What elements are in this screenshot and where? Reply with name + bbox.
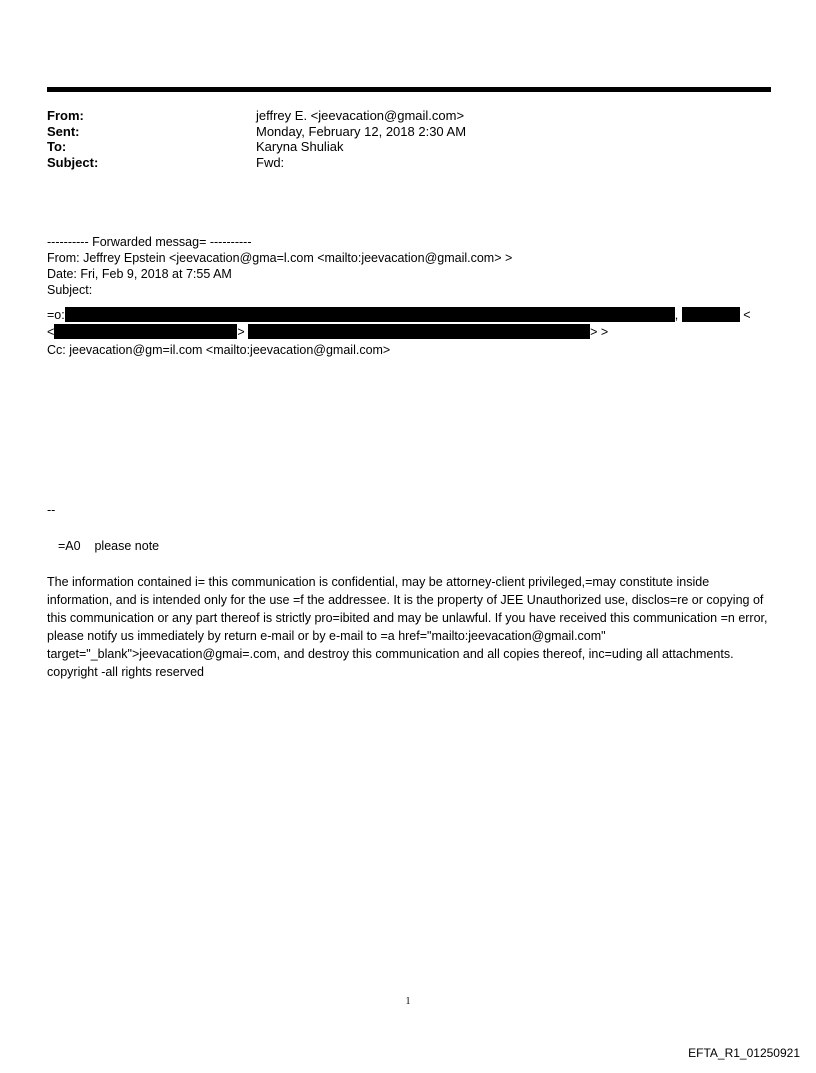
sent-row <box>47 124 466 140</box>
line2-lt: < <box>47 325 55 339</box>
from-value: jeffrey E. <jeevacation@gmail.com> <box>256 108 465 123</box>
bates-number: EFTA_R1_01250921 <box>688 1046 800 1060</box>
line2-end: > > <box>590 325 609 339</box>
signature-dashes: -- <box>47 503 56 517</box>
subject-row <box>47 155 466 171</box>
to-prefix: =o: <box>47 308 65 322</box>
confidentiality-disclaimer: The information contained i= this communication is confidential, may be attorney-client privileged,=may constitute inside information, and is intended only for the use =f the addressee. It is the property of JEE Unauthorized use, disclos=re or copying of this communication or any part thereof is strictly pro=ibited and may be unlawful. If you have received this communication =n error, please notify us immediately by return e-mail or by e-mail to =a href="mailto:jeevacation@gmail.com" target="_blank">jeevacation@gmai=.com, and destroy this communication and all copies thereof, inc=uding all attachments. copyright -all rights reserved <box>47 575 768 679</box>
forwarded-date: Date: Fri, Feb 9, 2018 at 7:55 AM <box>47 267 232 281</box>
to-row <box>47 139 466 155</box>
email-header <box>47 108 466 170</box>
page-number: 1 <box>405 996 411 1007</box>
forwarded-from: From: Jeffrey Epstein <jeevacation@gma=l.com <mailto:jeevacation@gmail.com> > <box>47 251 513 265</box>
subject-value: Fwd: <box>256 154 285 170</box>
from-row <box>47 108 466 124</box>
from-label: From: <box>47 108 84 123</box>
please-note: =A0 please note <box>58 539 160 553</box>
to-lt: < <box>743 308 751 322</box>
sent-value: Monday, February 12, 2018 2:30 AM <box>256 123 467 139</box>
line2-gt: > <box>237 325 245 339</box>
forwarded-to-line <box>47 307 751 324</box>
forwarded-subject: Subject: <box>47 283 93 297</box>
forwarded-cc: Cc: jeevacation@gm=il.com <mailto:jeevacation@gmail.com> <box>47 343 391 357</box>
redaction-block <box>248 324 590 339</box>
to-label: To: <box>47 139 67 154</box>
redaction-block <box>682 307 740 322</box>
redaction-block <box>54 324 237 339</box>
forwarded-divider: ---------- Forwarded messag= ---------- <box>47 235 252 249</box>
to-value: Karyna Shuliak <box>256 139 344 154</box>
to-comma: , <box>674 308 679 322</box>
sent-label: Sent: <box>47 123 80 139</box>
redaction-block <box>65 307 675 322</box>
forwarded-to-line-2 <box>47 324 608 341</box>
subject-label: Subject: <box>47 154 99 170</box>
header-rule <box>47 87 771 92</box>
